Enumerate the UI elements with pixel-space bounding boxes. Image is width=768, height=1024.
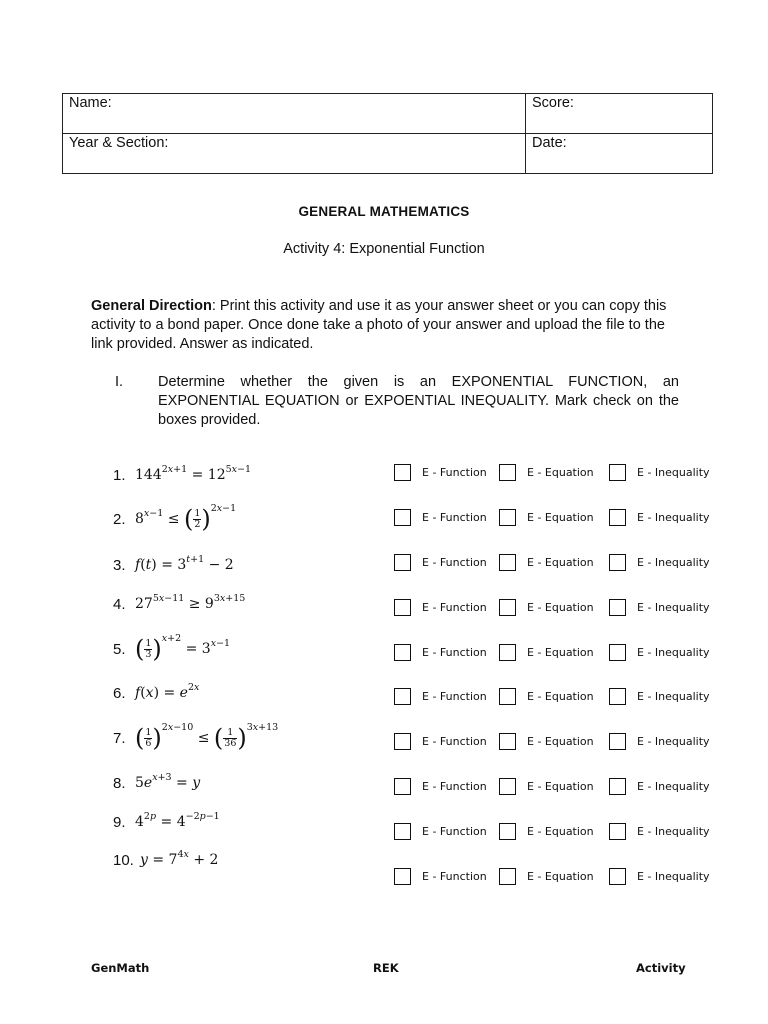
item-expression: ( $\frac{1}{3}$ )$^{x+2} = 3^{x-1}$ [135,633,231,663]
year-section-field[interactable] [63,134,526,174]
item-expression: $144^{2x+1} = 12^{5x-1}$ [135,464,252,483]
option-label-inequality: E - Inequality [637,870,710,883]
option-label-inequality: E - Inequality [637,646,710,659]
item-number: 1. [113,467,126,484]
checkbox-inequality[interactable] [609,464,626,481]
option-label-function: E - Function [422,646,487,659]
checkbox-equation[interactable] [499,644,516,661]
item-expression: $y = 7^{4x} + 2$ [140,849,219,868]
option-label-function: E - Function [422,690,487,703]
checkbox-function[interactable] [394,688,411,705]
item-expression: $f(x) = e^{2x}$ [135,682,200,701]
direction-lead: General Direction [91,298,212,314]
checkbox-function[interactable] [394,644,411,661]
option-label-inequality: E - Inequality [637,825,710,838]
item-5 [113,633,383,681]
checkbox-inequality[interactable] [609,509,626,526]
option-label-inequality: E - Inequality [637,466,710,479]
checkbox-function[interactable] [394,823,411,840]
option-label-equation: E - Equation [527,556,594,569]
item-7 [113,722,383,770]
name-label: Name: [69,95,112,111]
item-6 [113,682,383,725]
item-expression: $5e^{x+3} = y$ [135,772,201,791]
instruction-numeral: I. [115,374,124,390]
footer-right: Activity [636,961,686,975]
option-label-function: E - Function [422,735,487,748]
option-label-function: E - Function [422,466,487,479]
checkbox-equation[interactable] [499,868,516,885]
page-title: GENERAL MATHEMATICS [298,204,470,219]
item-number: 2. [113,511,126,528]
checkbox-function[interactable] [394,778,411,795]
date-field[interactable] [526,134,713,174]
checkbox-inequality[interactable] [609,644,626,661]
checkbox-function[interactable] [394,554,411,571]
item-1 [113,464,383,507]
item-3 [113,554,383,597]
score-field[interactable] [526,94,713,134]
checkbox-function[interactable] [394,464,411,481]
item-number: 10. [113,852,134,869]
checkbox-inequality[interactable] [609,688,626,705]
checkbox-inequality[interactable] [609,778,626,795]
option-label-function: E - Function [422,511,487,524]
option-label-inequality: E - Inequality [637,690,710,703]
option-label-equation: E - Equation [527,825,594,838]
direction-body: : Print this activity and use it as your answer sheet or you can copy this activity to a bond paper. Once done take a photo of your answer and upload the file to the link provided. Answer as indicated. [91,298,667,352]
checkbox-equation[interactable] [499,509,516,526]
option-label-equation: E - Equation [527,735,594,748]
option-label-equation: E - Equation [527,870,594,883]
year-section-label: Year & Section: [69,135,169,151]
checkbox-function[interactable] [394,733,411,750]
option-label-inequality: E - Inequality [637,780,710,793]
item-4 [113,593,383,636]
item-expression: $f(t) = 3^{t+1} - 2$ [135,554,234,573]
footer-left: GenMath [91,961,150,975]
checkbox-equation[interactable] [499,823,516,840]
footer-center: REK [373,961,399,975]
checkbox-equation[interactable] [499,733,516,750]
student-info-table [62,93,713,174]
instruction-text: Determine whether the given is an EXPONENTIAL FUNCTION, an EXPONENTIAL EQUATION or EXPOENTIAL INEQUALITY. Mark check on the boxes provided. [158,374,679,428]
checkbox-function[interactable] [394,599,411,616]
name-field[interactable] [63,94,526,134]
option-label-equation: E - Equation [527,601,594,614]
option-label-inequality: E - Inequality [637,735,710,748]
checkbox-equation[interactable] [499,599,516,616]
checkbox-equation[interactable] [499,554,516,571]
item-number: 5. [113,641,126,658]
option-label-function: E - Function [422,556,487,569]
item-2 [113,503,383,551]
checkbox-equation[interactable] [499,464,516,481]
checkbox-inequality[interactable] [609,868,626,885]
option-label-equation: E - Equation [527,511,594,524]
general-direction [91,297,679,354]
option-label-inequality: E - Inequality [637,556,710,569]
option-label-equation: E - Equation [527,646,594,659]
checkbox-equation[interactable] [499,778,516,795]
item-number: 3. [113,557,126,574]
option-label-equation: E - Equation [527,466,594,479]
checkbox-function[interactable] [394,509,411,526]
checkbox-inequality[interactable] [609,554,626,571]
item-expression: $4^{2p} = 4^{-2p-1}$ [135,811,220,830]
item-number: 6. [113,685,126,702]
checkbox-inequality[interactable] [609,599,626,616]
checkbox-function[interactable] [394,868,411,885]
option-label-function: E - Function [422,780,487,793]
option-label-inequality: E - Inequality [637,511,710,524]
item-expression: $8^{x-1}$ ≤ ( $\frac{1}{2}$ )$^{2x-1}$ [135,503,237,533]
score-label: Score: [532,95,574,111]
option-label-function: E - Function [422,601,487,614]
item-8 [113,772,383,815]
item-10 [113,849,383,892]
item-expression: $27^{5x-11} \ge 9^{3x+15}$ [135,593,246,612]
checkbox-inequality[interactable] [609,733,626,750]
option-label-equation: E - Equation [527,690,594,703]
option-label-function: E - Function [422,825,487,838]
item-9 [113,811,383,854]
item-number: 7. [113,730,126,747]
item-number: 8. [113,775,126,792]
checkbox-equation[interactable] [499,688,516,705]
activity-subtitle: Activity 4: Exponential Function [283,241,485,257]
item-number: 9. [113,814,126,831]
option-label-function: E - Function [422,870,487,883]
option-label-equation: E - Equation [527,780,594,793]
item-number: 4. [113,596,126,613]
option-label-inequality: E - Inequality [637,601,710,614]
date-label: Date: [532,135,567,151]
item-expression: ( $\frac{1}{6}$ )$^{2x-10}$ ≤ ( $\frac{1}{36}$ )$^{3x+13}$ [135,722,279,752]
checkbox-inequality[interactable] [609,823,626,840]
